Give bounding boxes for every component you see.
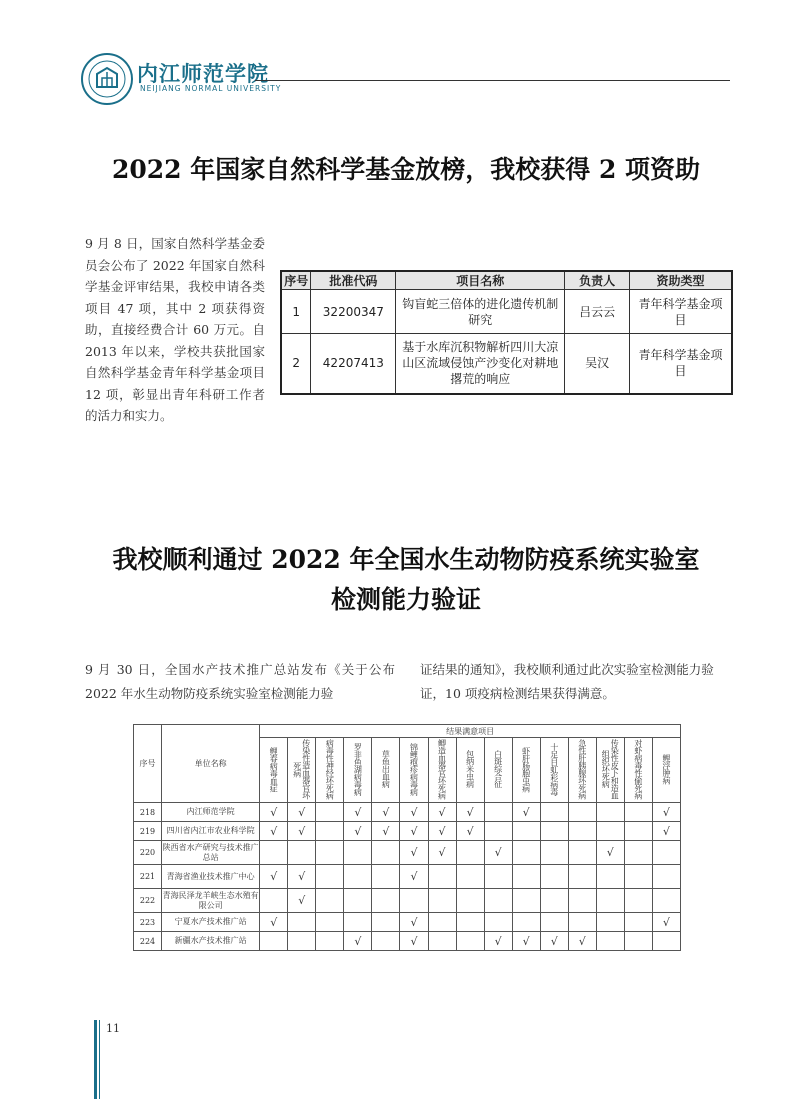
- table-row: [134, 841, 681, 865]
- check-mark-icon: √: [410, 846, 418, 859]
- row-seq: 223: [134, 913, 162, 932]
- table-row: [134, 889, 681, 913]
- table-cell: 吴汉: [565, 334, 630, 394]
- result-cell: [596, 913, 624, 932]
- table-cell: 1: [281, 290, 311, 334]
- result-cell: [568, 889, 596, 913]
- result-cell: [484, 803, 512, 822]
- result-cell: [288, 932, 316, 951]
- table-row: [134, 822, 681, 841]
- check-mark-icon: √: [270, 824, 278, 838]
- table-header-row: [281, 271, 732, 290]
- result-cell: [652, 932, 680, 951]
- result-cell: [624, 889, 652, 913]
- result-cell: [624, 803, 652, 822]
- check-mark-icon: √: [550, 934, 558, 948]
- column-header: 批准代码: [311, 271, 396, 290]
- table-row: [134, 913, 681, 932]
- result-cell: [428, 841, 456, 865]
- disease-column-header: [428, 738, 456, 803]
- row-seq: 222: [134, 889, 162, 913]
- result-cell: [260, 932, 288, 951]
- row-seq: 224: [134, 932, 162, 951]
- check-mark-icon: √: [438, 846, 446, 859]
- column-header: 负责人: [565, 271, 630, 290]
- disease-column-header: [568, 738, 596, 803]
- row-seq: 221: [134, 865, 162, 889]
- result-cell: [316, 932, 344, 951]
- result-cell: [316, 822, 344, 841]
- row-unit-name: 宁夏水产技术推广站: [162, 913, 260, 932]
- article2-paragraph-right: 证结果的通知》，我校顺利通过此次实验室检测能力验证，10 项疫病检测结果获得满意。: [420, 662, 714, 701]
- result-cell: [428, 803, 456, 822]
- result-cell: [260, 913, 288, 932]
- result-cell: [344, 822, 372, 841]
- result-cell: [316, 889, 344, 913]
- disease-name: 鲫造血器官坏死病: [437, 739, 447, 799]
- disease-column-header: [596, 738, 624, 803]
- disease-name: 鲤春病毒血症: [269, 746, 279, 792]
- table-row: [134, 865, 681, 889]
- result-cell: [372, 841, 400, 865]
- check-mark-icon: √: [466, 824, 474, 838]
- result-cell: [456, 822, 484, 841]
- footer-bar-thin: [99, 1020, 100, 1099]
- result-cell: [624, 865, 652, 889]
- result-cell: [484, 841, 512, 865]
- result-cell: [288, 913, 316, 932]
- check-mark-icon: √: [298, 805, 306, 819]
- result-cell: [540, 932, 568, 951]
- article1-paragraph: 9 月 8 日，国家自然科学基金委员会公布了 2022 年国家自然科学基金评审结果，我校申请各类项目 47 项，其中 2 项获得资助，直接经费合计 60 万元。自 2013 年以来，学校共获批国家自然科学基金青年科学基金项目 12 项，彰显出青年科研工作者的活力和实力。: [85, 236, 265, 423]
- result-cell: [316, 913, 344, 932]
- table-cell: 钩盲蛇三倍体的进化遗传机制研究: [396, 290, 565, 334]
- result-cell: [484, 932, 512, 951]
- row-unit-name: 青海省渔业技术推广中心: [162, 865, 260, 889]
- result-cell: [260, 865, 288, 889]
- check-mark-icon: √: [438, 805, 446, 819]
- result-cell: [316, 803, 344, 822]
- result-cell: [540, 822, 568, 841]
- result-cell: [652, 803, 680, 822]
- result-cell: [512, 803, 540, 822]
- check-mark-icon: √: [298, 870, 306, 883]
- disease-column-header: [652, 738, 680, 803]
- result-cell: [540, 841, 568, 865]
- result-cell: [344, 889, 372, 913]
- table-cell: 2: [281, 334, 311, 394]
- check-mark-icon: √: [662, 805, 670, 819]
- column-header: 资助类型: [630, 271, 732, 290]
- result-cell: [652, 865, 680, 889]
- check-mark-icon: √: [270, 805, 278, 819]
- result-cell: [484, 822, 512, 841]
- result-cell: [596, 803, 624, 822]
- result-cell: [428, 865, 456, 889]
- disease-column-header: [344, 738, 372, 803]
- disease-column-header: [540, 738, 568, 803]
- disease-column-header: [400, 738, 428, 803]
- row-unit-name: 内江师范学院: [162, 803, 260, 822]
- row-unit-name: 陕西省水产研究与技术推广总站: [162, 841, 260, 865]
- disease-name: 传染性造血器官坏死病: [292, 739, 311, 799]
- check-mark-icon: √: [298, 894, 306, 907]
- result-cell: [568, 865, 596, 889]
- result-cell: [596, 889, 624, 913]
- result-cell: [568, 913, 596, 932]
- result-cell: [260, 803, 288, 822]
- result-cell: [372, 932, 400, 951]
- disease-column-header: [372, 738, 400, 803]
- result-cell: [568, 841, 596, 865]
- check-mark-icon: √: [606, 846, 614, 859]
- check-mark-icon: √: [522, 805, 530, 819]
- result-cell: [484, 889, 512, 913]
- result-cell: [568, 822, 596, 841]
- page-number: 11: [106, 1022, 120, 1035]
- result-cell: [344, 841, 372, 865]
- result-cell: [624, 913, 652, 932]
- result-cell: [400, 913, 428, 932]
- result-cell: [512, 889, 540, 913]
- check-mark-icon: √: [270, 915, 278, 929]
- footer-bar: [94, 1020, 97, 1099]
- article2-title: [0, 540, 812, 620]
- result-cell: [288, 889, 316, 913]
- result-cell: [344, 803, 372, 822]
- table-cell: 青年科学基金项目: [630, 290, 732, 334]
- check-mark-icon: √: [494, 846, 502, 859]
- check-mark-icon: √: [662, 915, 670, 929]
- result-cell: [260, 822, 288, 841]
- result-cell: [624, 822, 652, 841]
- result-cell: [596, 865, 624, 889]
- result-cell: [456, 932, 484, 951]
- table-cell: 42207413: [311, 334, 396, 394]
- result-cell: [652, 889, 680, 913]
- result-cell: [428, 932, 456, 951]
- check-mark-icon: √: [382, 824, 390, 838]
- table-row: [281, 334, 732, 394]
- result-cell: [512, 932, 540, 951]
- check-mark-icon: √: [662, 824, 670, 838]
- result-cell: [596, 822, 624, 841]
- result-cell: [316, 841, 344, 865]
- column-header-seq: 序号: [134, 725, 162, 803]
- table-row: [281, 290, 732, 334]
- result-cell: [288, 841, 316, 865]
- result-cell: [540, 889, 568, 913]
- result-cell: [260, 889, 288, 913]
- disease-column-header: [484, 738, 512, 803]
- table-row: [134, 803, 681, 822]
- check-mark-icon: √: [578, 934, 586, 948]
- school-name-en: NEIJIANG NORMAL UNIVERSITY: [140, 84, 282, 93]
- disease-column-header: [316, 738, 344, 803]
- check-mark-icon: √: [438, 824, 446, 838]
- disease-name: 对虾病毒性偷死病: [633, 739, 643, 799]
- result-cell: [540, 865, 568, 889]
- row-unit-name: 青海民泽龙羊峡生态水殖有限公司: [162, 889, 260, 913]
- table-row: [134, 932, 681, 951]
- disease-name: 锦鲤疱疹病毒病: [409, 742, 419, 796]
- result-cell: [652, 841, 680, 865]
- result-cell: [652, 913, 680, 932]
- result-cell: [260, 841, 288, 865]
- check-mark-icon: √: [410, 870, 418, 883]
- check-mark-icon: √: [354, 824, 362, 838]
- check-mark-icon: √: [354, 805, 362, 819]
- result-cell: [400, 865, 428, 889]
- article1-title: 2022 年国家自然科学基金放榜，我校获得 2 项资助: [111, 155, 701, 184]
- row-seq: 218: [134, 803, 162, 822]
- result-cell: [652, 822, 680, 841]
- result-cell: [400, 822, 428, 841]
- check-mark-icon: √: [270, 870, 278, 883]
- disease-name: 十足目虹彩病毒: [549, 742, 559, 796]
- result-cell: [316, 865, 344, 889]
- check-mark-icon: √: [522, 934, 530, 948]
- result-cell: [568, 803, 596, 822]
- result-cell: [540, 803, 568, 822]
- result-cell: [484, 913, 512, 932]
- check-mark-icon: √: [410, 805, 418, 819]
- disease-name: 虾肝肠胞虫病: [521, 746, 531, 792]
- result-cell: [456, 803, 484, 822]
- check-mark-icon: √: [410, 934, 418, 948]
- result-cell: [372, 865, 400, 889]
- table-cell: 吕云云: [565, 290, 630, 334]
- result-cell: [624, 841, 652, 865]
- check-mark-icon: √: [494, 934, 502, 948]
- disease-name: 传染性皮下和造血组织坏死病: [601, 739, 620, 799]
- disease-column-header: [512, 738, 540, 803]
- result-cell: [428, 913, 456, 932]
- header-divider: [255, 80, 730, 81]
- article2-title-line1: 我校顺利通过 2022 年全国水生动物防疫系统实验室: [112, 545, 700, 574]
- result-cell: [512, 865, 540, 889]
- result-cell: [372, 803, 400, 822]
- nsfc-project-table: [280, 270, 733, 395]
- result-cell: [540, 913, 568, 932]
- disease-column-header: [260, 738, 288, 803]
- result-cell: [428, 822, 456, 841]
- article2-title-line2: 检测能力验证: [330, 585, 481, 614]
- result-cell: [400, 841, 428, 865]
- result-cell: [372, 822, 400, 841]
- table-header-row: [134, 725, 681, 738]
- result-cell: [344, 865, 372, 889]
- result-cell: [512, 822, 540, 841]
- result-cell: [456, 889, 484, 913]
- result-cell: [512, 841, 540, 865]
- result-cell: [456, 865, 484, 889]
- result-cell: [596, 932, 624, 951]
- disease-name: 草鱼出血病: [381, 750, 391, 788]
- disease-name: 病毒性神经坏死病: [325, 739, 335, 799]
- result-cell: [484, 865, 512, 889]
- row-unit-name: 四川省内江市农业科学院: [162, 822, 260, 841]
- check-mark-icon: √: [410, 824, 418, 838]
- check-mark-icon: √: [410, 915, 418, 929]
- result-cell: [344, 932, 372, 951]
- result-cell: [372, 913, 400, 932]
- result-cell: [288, 803, 316, 822]
- disease-name: 白斑综合征: [493, 750, 503, 788]
- result-cell: [372, 889, 400, 913]
- check-mark-icon: √: [382, 805, 390, 819]
- result-cell: [456, 913, 484, 932]
- row-unit-name: 新疆水产技术推广站: [162, 932, 260, 951]
- school-seal-logo: [80, 52, 134, 106]
- column-header: 项目名称: [396, 271, 565, 290]
- disease-name: 鲤浮肿病: [661, 754, 671, 784]
- check-mark-icon: √: [354, 934, 362, 948]
- column-header-unit: 单位名称: [162, 725, 260, 803]
- result-cell: [624, 932, 652, 951]
- check-mark-icon: √: [466, 805, 474, 819]
- table-cell: 基于水库沉积物解析四川大凉山区流域侵蚀产沙变化对耕地撂荒的响应: [396, 334, 565, 394]
- disease-column-header: [456, 738, 484, 803]
- result-cell: [512, 913, 540, 932]
- result-cell: [344, 913, 372, 932]
- result-cell: [288, 865, 316, 889]
- table-cell: 32200347: [311, 290, 396, 334]
- result-cell: [456, 841, 484, 865]
- disease-column-header: [624, 738, 652, 803]
- disease-column-header: [288, 738, 316, 803]
- check-mark-icon: √: [298, 824, 306, 838]
- row-seq: 219: [134, 822, 162, 841]
- table-cell: 青年科学基金项目: [630, 334, 732, 394]
- result-cell: [568, 932, 596, 951]
- proficiency-results-table: [133, 724, 681, 951]
- result-cell: [428, 889, 456, 913]
- result-cell: [400, 889, 428, 913]
- result-cell: [596, 841, 624, 865]
- result-cell: [400, 932, 428, 951]
- column-header: 序号: [281, 271, 311, 290]
- result-cell: [288, 822, 316, 841]
- disease-name: 包纳米虫病: [465, 750, 475, 788]
- disease-name: 急性肝胰腺坏死病: [577, 739, 587, 799]
- row-seq: 220: [134, 841, 162, 865]
- group-header: 结果满意项目: [260, 725, 681, 738]
- article2-paragraph-left: 9 月 30 日，全国水产技术推广总站发布《关于公布 2022 年水生动物防疫系统实验室检测能力验: [85, 662, 395, 701]
- school-name-cn: 内江师范学院: [137, 61, 269, 86]
- disease-name: 罗非鱼湖病毒病: [353, 742, 363, 796]
- result-cell: [400, 803, 428, 822]
